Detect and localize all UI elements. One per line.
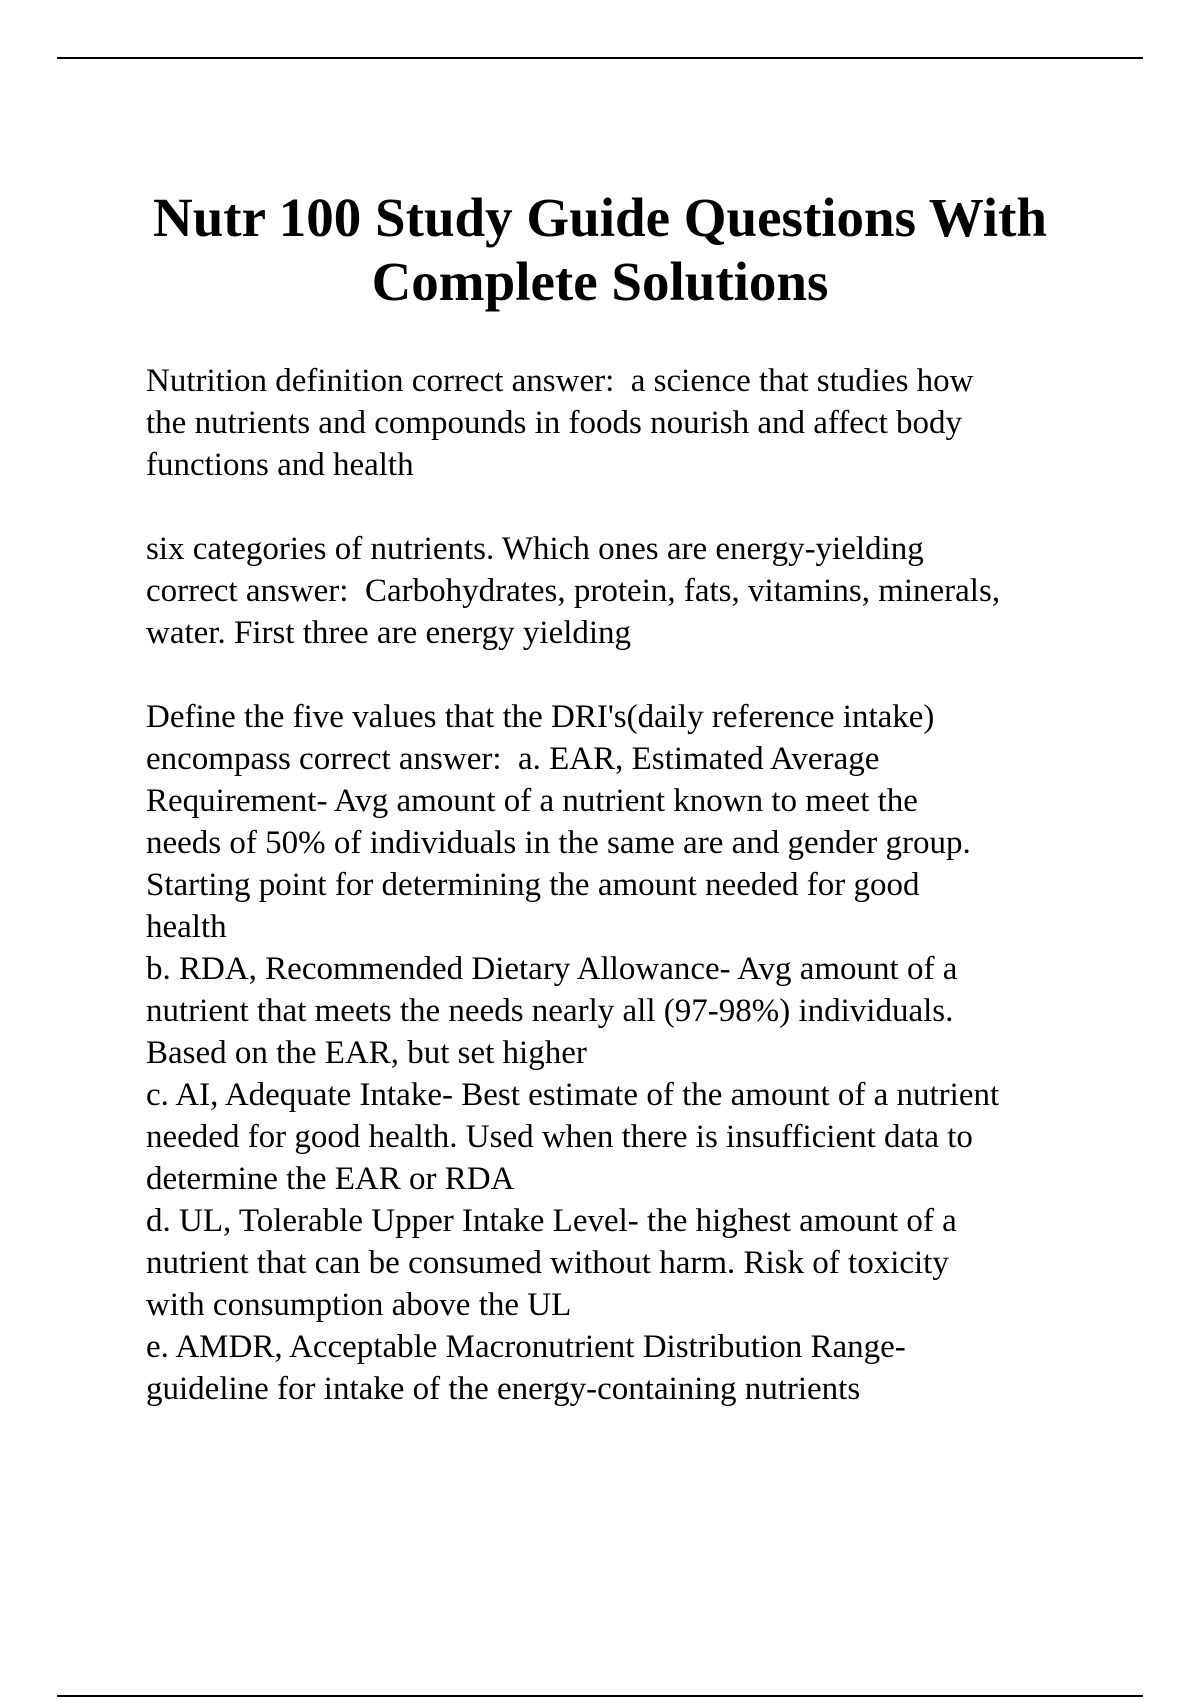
text-line: Based on the EAR, but set higher <box>146 1035 587 1071</box>
qa-entry-nutrition-definition <box>146 360 1106 486</box>
text-line: functions and health <box>146 447 414 483</box>
qa-text <box>146 528 1106 654</box>
text-line: d. UL, Tolerable Upper Intake Level- the highest amount of a <box>146 1203 957 1239</box>
text-line: health <box>146 909 227 945</box>
text-line: guideline for intake of the energy-containing nutrients <box>146 1371 861 1407</box>
top-divider <box>57 57 1143 59</box>
text-line: e. AMDR, Acceptable Macronutrient Distribution Range- <box>146 1329 906 1365</box>
text-line: Define the five values that the DRI's(daily reference intake) <box>146 699 935 735</box>
text-line: needed for good health. Used when there is insufficient data to <box>146 1119 973 1155</box>
title-line-2: Complete Solutions <box>371 251 829 312</box>
text-line: with consumption above the UL <box>146 1287 572 1323</box>
text-line: six categories of nutrients. Which ones are energy-yielding <box>146 531 924 567</box>
qa-entry-nutrient-categories <box>146 528 1106 654</box>
document-body <box>146 360 1106 1452</box>
text-line: nutrient that can be consumed without harm. Risk of toxicity <box>146 1245 949 1281</box>
text-line: Starting point for determining the amount needed for good <box>146 867 920 903</box>
text-line: correct answer: Carbohydrates, protein, fats, vitamins, minerals, <box>146 573 1001 609</box>
text-line: determine the EAR or RDA <box>146 1161 515 1197</box>
title-line-1: Nutr 100 Study Guide Questions With <box>153 187 1047 248</box>
text-line: needs of 50% of individuals in the same are and gender group. <box>146 825 971 861</box>
text-line: b. RDA, Recommended Dietary Allowance- Avg amount of a <box>146 951 958 987</box>
text-line: water. First three are energy yielding <box>146 615 632 651</box>
text-line: c. AI, Adequate Intake- Best estimate of the amount of a nutrient <box>146 1077 1000 1113</box>
text-line: the nutrients and compounds in foods nourish and affect body <box>146 405 962 441</box>
document-title <box>100 186 1100 314</box>
text-line: encompass correct answer: a. EAR, Estimated Average <box>146 741 880 777</box>
bottom-divider <box>57 1695 1143 1697</box>
text-line: nutrient that meets the needs nearly all (97-98%) individuals. <box>146 993 954 1029</box>
qa-entry-dri-values <box>146 696 1106 1410</box>
text-line: Nutrition definition correct answer: a science that studies how <box>146 363 974 399</box>
qa-text <box>146 696 1106 1410</box>
text-line: Requirement- Avg amount of a nutrient known to meet the <box>146 783 918 819</box>
qa-text <box>146 360 1106 486</box>
